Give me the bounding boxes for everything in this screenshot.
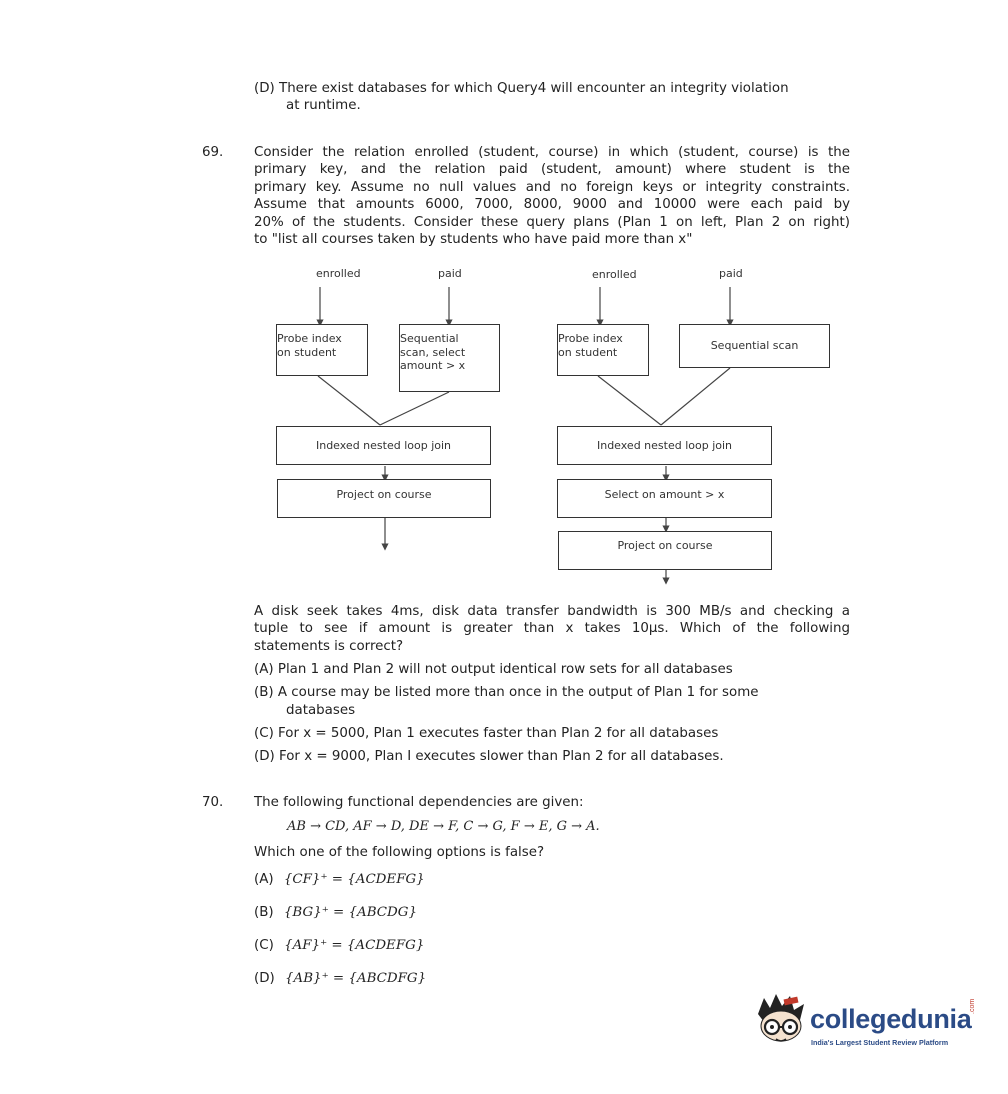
plan2-input-enrolled: enrolled — [592, 268, 637, 281]
q70-option-label: (B) — [254, 905, 274, 920]
plan2-probe-line: on student — [558, 345, 618, 359]
brand-tagline: India's Largest Student Review Platform — [811, 1038, 949, 1047]
q69-stem-line: Assume that amounts 6000, 7000, 8000, 9000 and 10000 were each paid by — [254, 197, 850, 213]
plan2-scan-box: Sequential scan — [679, 324, 830, 368]
q70-option-c — [254, 938, 424, 953]
q70-option-b — [254, 905, 417, 920]
plan2-probe-box — [557, 324, 649, 376]
q68-option-d-line1: (D) There exist databases for which Query4 will encounter an integrity violation — [254, 81, 789, 96]
q70-option-expr: {AF}⁺ = {ACDEFG} — [284, 938, 425, 953]
q69-stem-line: 20% of the students. Consider these query plans (Plan 1 on left, Plan 2 on right) — [254, 214, 850, 230]
plan2-project-box: Project on course — [558, 531, 772, 570]
q70-fds: AB → CD, AF → D, DE → F, C → G, F → E, G → A. — [287, 819, 600, 834]
plan1-edge-scan-join — [380, 392, 449, 425]
q69-after-line: A disk seek takes 4ms, disk data transfer bandwidth is 300 MB/s and checking a — [254, 604, 850, 619]
plan2-edge-scan-join — [661, 368, 730, 425]
plan1-project-box: Project on course — [277, 479, 491, 518]
plan1-probe-line: on student — [277, 345, 337, 359]
plan2-select-box: Select on amount > x — [557, 479, 772, 518]
q69-after-line: tuple to see if amount is greater than x takes 10µs. Which of the following — [254, 621, 850, 637]
plan2-probe-line: Probe index — [558, 332, 623, 345]
q69-option-d: (D) For x = 9000, Plan I executes slower than Plan 2 for all databases. — [254, 749, 724, 764]
plan1-edge-probe-join — [318, 376, 380, 425]
q69-stem-line: Consider the relation enrolled (student, course) in which (student, course) is the — [254, 145, 850, 160]
q69-after-line: statements is correct? — [254, 638, 404, 654]
q70-option-label: (A) — [254, 872, 274, 887]
q70-option-d — [254, 971, 426, 986]
q69-stem-line: primary key, and the relation paid (student, amount) where student is the — [254, 162, 850, 178]
plan1-scan-box — [399, 324, 500, 392]
mascot-icon — [750, 992, 812, 1054]
q70-option-expr: {CF}⁺ = {ACDEFG} — [283, 872, 425, 887]
q69-option-a: (A) Plan 1 and Plan 2 will not output identical row sets for all databases — [254, 662, 733, 677]
q70-option-a — [254, 872, 425, 887]
q68-option-d-line2: at runtime. — [286, 98, 361, 113]
q69-number: 69. — [202, 145, 224, 160]
plan1-probe-line: Probe index — [277, 332, 342, 345]
q70-number: 70. — [202, 795, 224, 810]
q70-option-expr: {AB}⁺ = {ABCDFG} — [285, 971, 427, 986]
q69-stem-line: to "list all courses taken by students who have paid more than x" — [254, 232, 693, 248]
plan1-input-enrolled: enrolled — [316, 267, 361, 280]
plan1-scan-line: scan, select — [400, 345, 466, 359]
q69-option-c: (C) For x = 5000, Plan 1 executes faster than Plan 2 for all databases — [254, 726, 719, 741]
q70-question: Which one of the following options is false? — [254, 845, 545, 860]
plan1-input-paid: paid — [438, 267, 462, 280]
plan1-scan-line: Sequential — [400, 332, 459, 345]
plan1-scan-line: amount > x — [400, 359, 466, 372]
q70-stem: The following functional dependencies are given: — [254, 795, 584, 810]
brand-name: collegedunia — [810, 1004, 972, 1034]
plan2-input-paid: paid — [719, 267, 743, 280]
q69-stem-line: primary key. Assume no null values and no foreign keys or integrity constraints. — [254, 179, 850, 195]
q69-option-b-line2: databases — [286, 703, 356, 718]
plan1-probe-box — [276, 324, 368, 376]
brand-suffix: .com — [969, 998, 976, 1014]
plan2-edge-probe-join — [598, 376, 661, 425]
q69-after-text — [254, 603, 850, 655]
plan1-join-box: Indexed nested loop join — [276, 426, 491, 465]
q69-option-b-line1: (B) A course may be listed more than once in the output of Plan 1 for some — [254, 685, 759, 700]
q70-option-expr: {BG}⁺ = {ABCDG} — [283, 905, 418, 920]
q70-option-label: (C) — [254, 938, 274, 953]
q70-option-label: (D) — [254, 971, 275, 986]
plan2-join-box: Indexed nested loop join — [557, 426, 772, 465]
